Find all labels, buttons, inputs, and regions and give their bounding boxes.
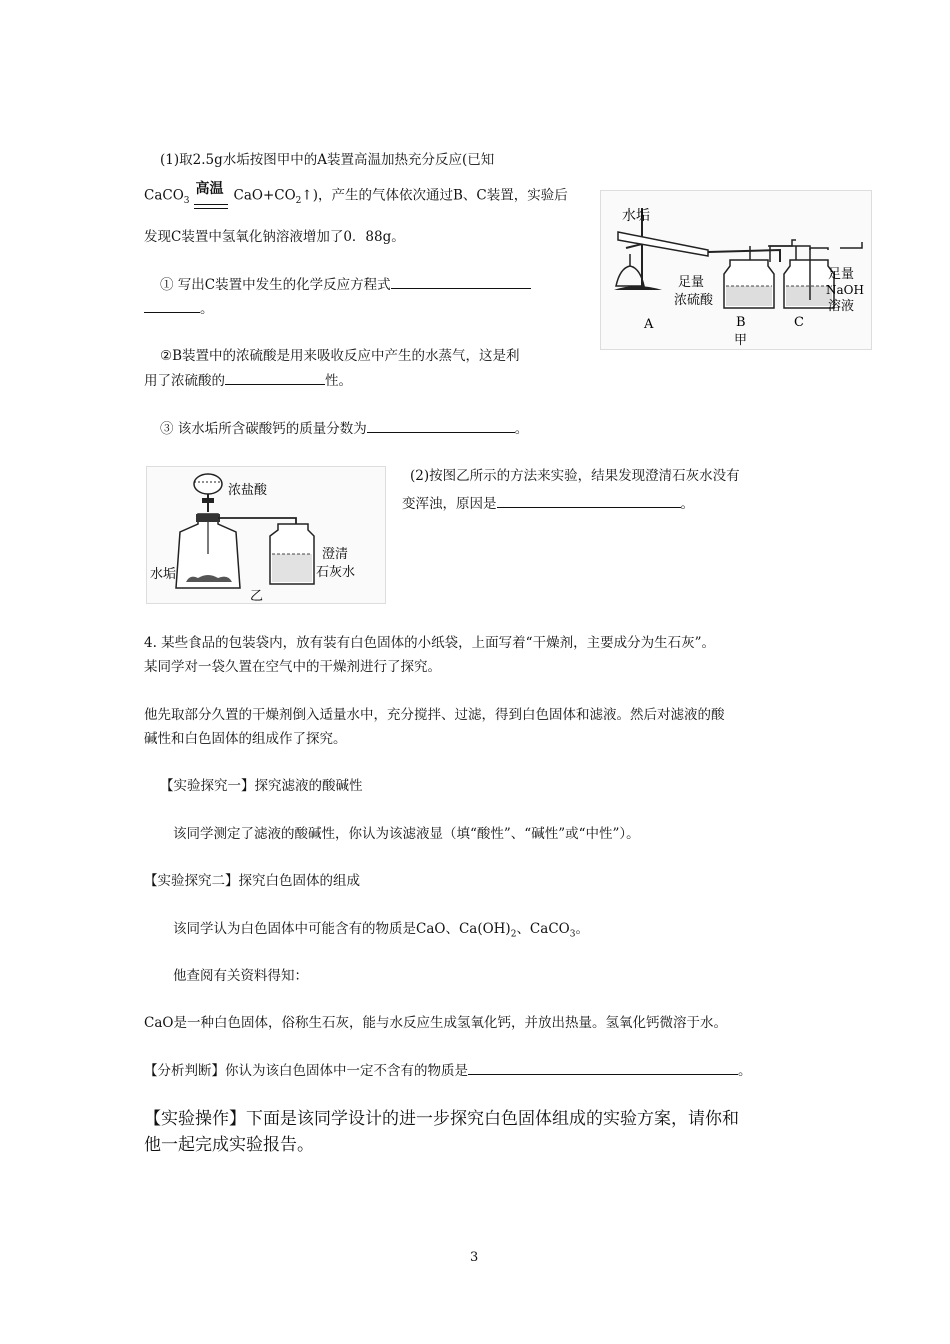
q3-p1-line1: (1)取2.5g水垢按图甲中的A装置高温加热充分反应(已知 [160, 152, 495, 168]
answer-blank-5[interactable] [468, 1060, 738, 1075]
answer-blank-2[interactable] [225, 370, 325, 385]
label-scale-yi: 水垢 [150, 567, 177, 582]
label-c-amount: 足量 [828, 267, 855, 282]
equals-sign [194, 204, 228, 209]
q3-sub2-line1: ②B装置中的浓硫酸是用来吸收反应中产生的水蒸气，这是利 [160, 348, 520, 364]
exp2-title: 【实验探究二】探究白色固体的组成 [144, 873, 360, 889]
q3-p2-line1: (2)按图乙所示的方法来实验，结果发现澄清石灰水没有 [410, 468, 740, 484]
q4-para-line1: 他先取部分久置的干燥剂倒入适量水中，充分搅拌、过滤，得到白色固体和滤液。然后对滤液的酸 [144, 707, 725, 723]
equation-product: CaO+CO [233, 187, 296, 204]
q3-sub1-cont: 。 [144, 298, 214, 319]
funnel-bulb [194, 474, 222, 494]
q3-p1-line3: 发现C装置中氢氧化钠溶液增加了0．88g。 [144, 229, 405, 245]
equation-reactant: CaCO [144, 187, 184, 204]
figure-jia [600, 190, 872, 350]
answer-blank-3[interactable] [367, 418, 515, 433]
operation-line2: 他一起完成实验报告。 [144, 1135, 314, 1155]
figure-yi [146, 466, 386, 604]
label-lime-2: 石灰水 [316, 565, 356, 580]
fact-text: CaO是一种白色固体，俗称生石灰，能与水反应生成氢氧化钙，并放出热量。氢氧化钙微溶于水。 [144, 1015, 727, 1031]
page-number: 3 [470, 1250, 479, 1265]
label-c: C [794, 315, 804, 330]
gas-arrow: ↑ [301, 187, 313, 204]
label-hcl: 浓盐酸 [228, 483, 268, 498]
label-b: B [736, 315, 746, 330]
exp1-title: 【实验探究一】探究滤液的酸碱性 [160, 778, 363, 794]
q4-intro-line2: 某同学对一袋久置在空气中的干燥剂进行了探究。 [144, 659, 441, 675]
consult-text: 他查阅有关资料得知： [173, 968, 308, 984]
figure-caption-jia: 甲 [734, 333, 748, 348]
label-lime-1: 澄清 [322, 547, 349, 562]
answer-blank-4[interactable] [497, 493, 681, 508]
q4-para-line2: 碱性和白色固体的组成作了探究。 [144, 731, 347, 747]
label-c-solution: 溶液 [828, 299, 855, 314]
q3-p2-line2: 变浑浊，原因是 。 [402, 493, 694, 514]
q3-sub2-line2: 用了浓硫酸的 性。 [144, 370, 352, 391]
exp1-text: 该同学测定了滤液的酸碱性，你认为该滤液显（填“酸性”、“碱性”或“中性”）。 [173, 826, 640, 842]
reaction-condition: 高温 [194, 183, 230, 211]
label-b-acid: 浓硫酸 [674, 293, 714, 308]
q3-p1-line2: CaCO$_3$ 高温 $CaO+CO_2↑$)，产生的气体依次通过B、C装置，实验后 [144, 183, 568, 211]
q4-intro-line1: 4. 某些食品的包装袋内，放有装有白色固体的小纸袋，上面写着“干燥剂，主要成分为生石灰”。 [144, 635, 715, 651]
label-b-amount: 足量 [678, 275, 705, 290]
answer-blank-1-cont[interactable] [144, 298, 200, 313]
label-scale: 水垢 [622, 208, 650, 224]
answer-blank-1[interactable] [391, 274, 531, 289]
label-c-naoh: NaOH [826, 283, 864, 297]
analysis-line: 【分析判断】你认为该白色固体中一定不含有的物质是 。 [144, 1060, 752, 1081]
exp2-text: 该同学认为白色固体中可能含有的物质是CaO、$Ca(OH)_2$、CaCO$_3$。 [173, 921, 589, 940]
q3-sub3: ③ 该水垢所含碳酸钙的质量分数为 。 [160, 418, 528, 439]
label-a: A [644, 317, 654, 332]
operation-line1: 【实验操作】下面是该同学设计的进一步探究白色固体组成的实验方案，请你和 [144, 1109, 739, 1129]
figure-caption-yi: 乙 [250, 589, 264, 604]
q3-sub1: ① 写出C装置中发生的化学反应方程式 [160, 274, 531, 295]
